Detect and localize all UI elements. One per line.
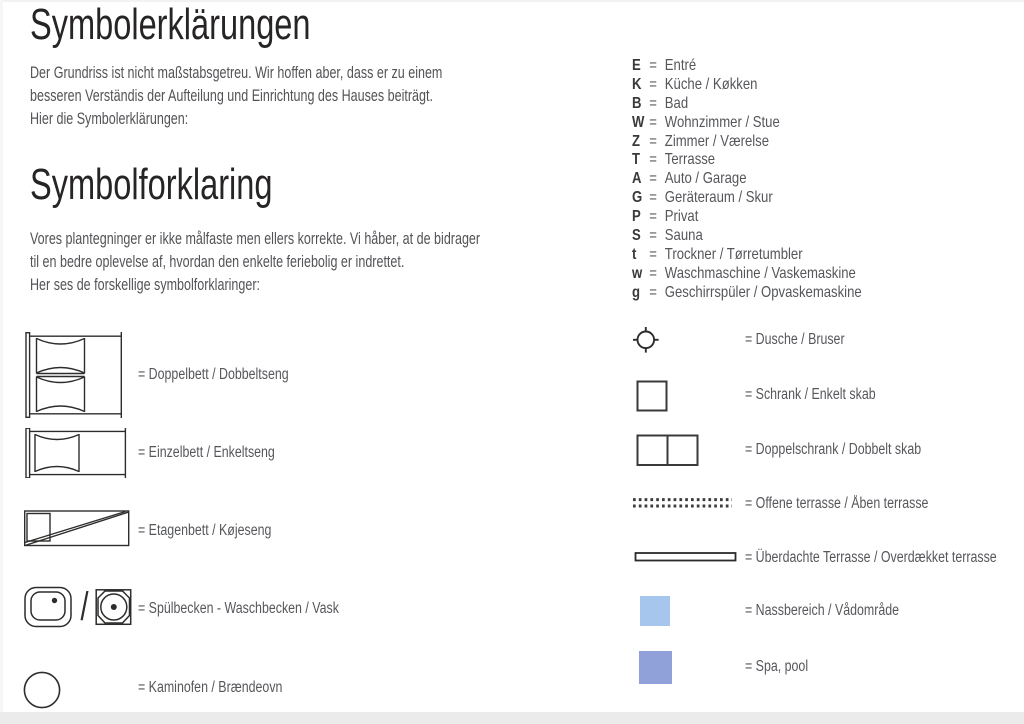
equals-sign: = xyxy=(649,264,657,282)
room-code-letter: T xyxy=(632,151,641,169)
room-code-label: Entré xyxy=(664,57,697,74)
sink-washbasin-label: = Spülbecken - Waschbecken / Vask xyxy=(138,600,339,617)
sink-washbasin-icons xyxy=(24,585,133,629)
room-code-row xyxy=(632,114,862,133)
room-code-label: Waschmaschine / Vaskemaskine xyxy=(664,264,856,282)
room-code-row xyxy=(632,246,862,265)
room-code-letter: B xyxy=(632,94,642,112)
room-code-label: Bad xyxy=(664,94,689,112)
room-code-row xyxy=(632,265,862,284)
equals-sign: = xyxy=(649,57,657,74)
double-wardrobe-label: = Doppelschrank / Dobbelt skab xyxy=(745,441,922,458)
double-wardrobe-icon xyxy=(636,434,700,467)
room-code-label: Geschirrspüler / Opvaskemaskine xyxy=(664,283,862,301)
paragraph-german-line2: besseren Verständis der Aufteilung und Einrichtung des Hauses beiträgt. xyxy=(30,87,433,105)
equals-sign: = xyxy=(649,75,657,93)
single-bed-icon xyxy=(25,428,131,478)
double-bed-label: = Doppelbett / Dobbeltseng xyxy=(138,366,289,383)
bunk-bed-label: = Etagenbett / Køjeseng xyxy=(138,522,272,539)
room-code-letter: G xyxy=(632,189,643,207)
room-code-row xyxy=(632,95,862,114)
room-code-row xyxy=(632,151,862,170)
slash-separator: / xyxy=(80,585,89,629)
page-edge-left xyxy=(0,0,3,724)
room-code-letter: K xyxy=(632,75,642,93)
spa-pool-label: = Spa, pool xyxy=(745,658,809,675)
room-code-label: Privat xyxy=(664,208,699,226)
room-code-row xyxy=(632,57,862,76)
shower-icon xyxy=(631,325,661,355)
paragraph-german-line3: Hier die Symbolerklärungen: xyxy=(30,110,189,128)
wet-area-icon xyxy=(640,596,670,626)
room-code-letter: P xyxy=(632,208,641,226)
shower-label: = Dusche / Bruser xyxy=(745,331,845,348)
room-code-label: Terrasse xyxy=(664,151,716,169)
single-wardrobe-label: = Schrank / Enkelt skab xyxy=(745,386,876,403)
paragraph-german xyxy=(30,62,442,131)
title-danish: Symbolforklaring xyxy=(30,160,273,209)
equals-sign: = xyxy=(649,189,657,207)
open-terrace-icon xyxy=(631,497,735,509)
room-code-label: Sauna xyxy=(664,227,703,245)
room-code-label: Geräteraum / Skur xyxy=(664,189,773,207)
single-wardrobe-icon xyxy=(636,380,668,412)
equals-sign: = xyxy=(649,227,657,245)
equals-sign: = xyxy=(649,94,657,112)
equals-sign: = xyxy=(649,245,657,263)
paragraph-danish-line3: Her ses de forskellige symbolforklaringer: xyxy=(30,276,260,294)
room-code-letter: A xyxy=(632,170,642,188)
room-code-label: Zimmer / Værelse xyxy=(664,132,770,150)
room-code-letter: S xyxy=(632,227,641,245)
room-code-letter: w xyxy=(632,264,643,282)
room-code-label: Auto / Garage xyxy=(664,170,747,188)
room-code-letter: t xyxy=(632,245,637,263)
paragraph-german-line1: Der Grundriss ist nicht maßstabsgetreu. Wir hoffen aber, dass er zu einem xyxy=(30,64,443,82)
equals-sign: = xyxy=(649,170,657,188)
equals-sign: = xyxy=(649,132,657,150)
open-terrace-label: = Offene terrasse / Åben terrasse xyxy=(745,495,929,512)
covered-terrace-label: = Überdachte Terrasse / Overdækket terrasse xyxy=(745,549,997,566)
equals-sign: = xyxy=(649,113,657,131)
room-code-label: Wohnzimmer / Stue xyxy=(664,113,780,131)
kitchen-sink-icon xyxy=(24,585,74,629)
wet-area-label: = Nassbereich / Vådområde xyxy=(745,602,900,619)
room-code-legend xyxy=(632,57,862,303)
room-code-letter: E xyxy=(632,57,641,74)
room-code-letter: Z xyxy=(632,132,641,150)
title-german: Symbolerklärungen xyxy=(30,0,311,49)
room-code-label: Trockner / Tørretumbler xyxy=(664,245,803,263)
room-code-row xyxy=(632,227,862,246)
double-bed-icon xyxy=(25,332,127,418)
room-code-row xyxy=(632,189,862,208)
single-bed-label: = Einzelbett / Enkeltseng xyxy=(138,444,275,461)
bunk-bed-icon xyxy=(24,509,130,547)
equals-sign: = xyxy=(649,283,657,301)
room-code-letter: g xyxy=(632,283,641,301)
page-edge-bottom xyxy=(0,712,1024,724)
covered-terrace-icon xyxy=(634,551,738,563)
room-code-letter: W xyxy=(632,113,645,131)
room-code-row xyxy=(632,170,862,189)
washbasin-icon xyxy=(95,588,133,626)
equals-sign: = xyxy=(649,208,657,226)
spa-pool-icon xyxy=(639,651,672,684)
room-code-row xyxy=(632,284,862,303)
room-code-row xyxy=(632,208,862,227)
room-code-row xyxy=(632,133,862,152)
wood-stove-label: = Kaminofen / Brændeovn xyxy=(138,679,283,696)
paragraph-danish-line1: Vores plantegninger er ikke målfaste men ellers korrekte. Vi håber, at de bidrager xyxy=(30,230,481,248)
paragraph-danish-line2: til en bedre oplevelse af, hvordan den enkelte feriebolig er indrettet. xyxy=(30,253,405,271)
room-code-row xyxy=(632,76,862,95)
room-code-label: Küche / Køkken xyxy=(664,75,758,93)
paragraph-danish xyxy=(30,228,480,297)
wood-stove-icon xyxy=(22,670,62,710)
equals-sign: = xyxy=(649,151,657,169)
